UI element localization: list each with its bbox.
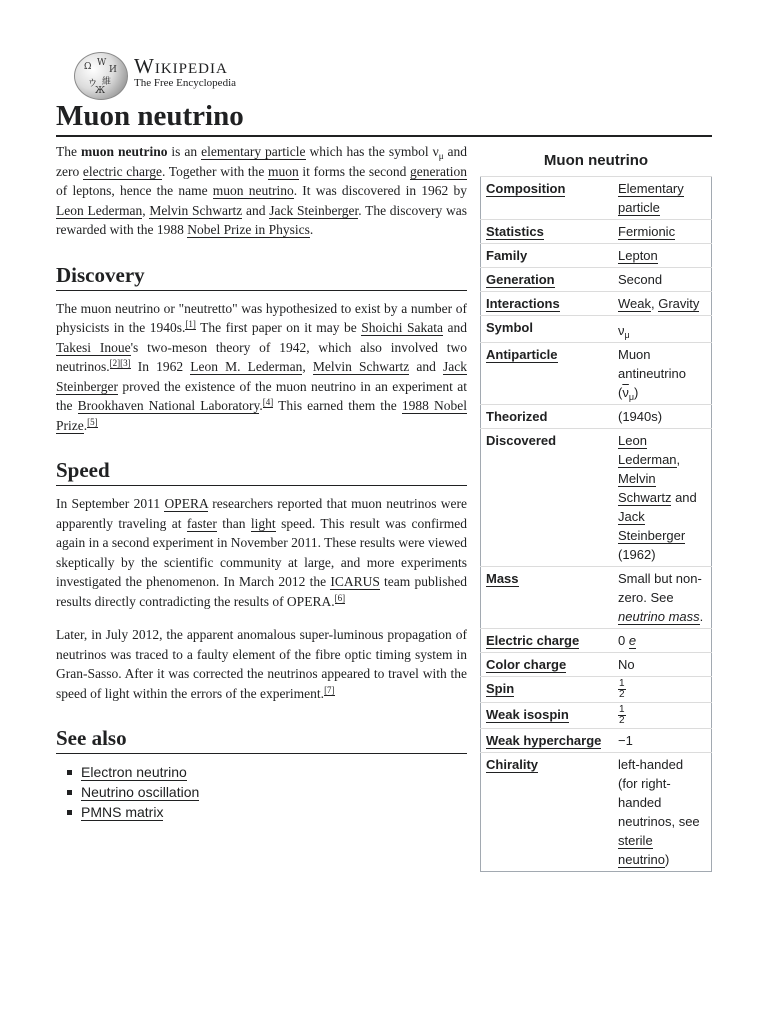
- symbol-nu: ν: [618, 323, 625, 338]
- link-elementary-particle-ib[interactable]: Elementary particle: [618, 181, 684, 215]
- table-row: Antiparticle Muon antineutrino $(\overline{\nu}_\mu)$: [481, 343, 712, 405]
- value-generation: Second: [618, 272, 663, 287]
- link-fermionic[interactable]: Fermionic: [618, 224, 676, 239]
- label-symbol: Symbol: [486, 320, 533, 335]
- intro-paragraph: The muon neutrino is an elementary particle which has the symbol $\nu_\mu$ and zero electric charge. Together with the muon it forms the second generation of leptons, hence the name muon neutrino. It was discovered in 1962 by Leon Lederman, Melvin Schwartz and Jack Steinberger. The discovery was rewarded with the 1988 Nobel Prize in Physics.: [56, 144, 468, 237]
- ref-4[interactable]: [4]: [262, 397, 274, 407]
- link-spin[interactable]: Spin: [486, 681, 515, 696]
- ref-1[interactable]: [1]: [185, 319, 196, 329]
- link-elementary-particle[interactable]: elementary particle: [201, 144, 306, 159]
- link-composition[interactable]: Composition: [486, 181, 566, 196]
- ref-5[interactable]: [5]: [87, 416, 98, 427]
- table-row: Electric charge 0 e: [481, 629, 712, 653]
- link-weak[interactable]: Weak: [618, 296, 651, 311]
- link-jack-steinberger[interactable]: Jack Steinberger: [269, 202, 359, 218]
- link-jack-steinberger-ib[interactable]: Jack Steinberger: [618, 509, 686, 543]
- wikipedia-tagline: The Free Encyclopedia: [134, 77, 237, 89]
- table-row: Symbol $\nu_\mu$: [481, 316, 712, 343]
- article-body: [56, 142, 467, 822]
- link-sterile-neutrino[interactable]: sterile neutrino: [618, 833, 665, 868]
- link-generation-ib[interactable]: Generation: [486, 272, 555, 287]
- isospin-fraction: $\frac{1}{2}$: [619, 704, 625, 727]
- value-theorized: (1940s): [618, 409, 663, 424]
- table-row: [481, 220, 712, 244]
- ref-3[interactable]: [3]: [120, 358, 131, 368]
- ref-7[interactable]: [7]: [324, 684, 335, 695]
- table-row: Discovered Leon Lederman, Melvin Schwartz and Jack Steinberger (1962): [481, 429, 712, 567]
- link-melvin-schwartz-2[interactable]: Melvin Schwartz: [312, 359, 410, 374]
- value-weak-hypercharge: −1: [618, 733, 633, 749]
- link-interactions[interactable]: Interactions: [486, 296, 560, 311]
- table-row: Chirality left-handed (for right-handed neutrinos, see sterile neutrino): [481, 753, 712, 872]
- speed-paragraph-2: Later, in July 2012, the apparent anomalous super-luminous propagation of neutrinos was traced to a faulty element of the fibre optic timing system in Gran-Sasso. After it was corrected the neutrinos appeared to travel with the speed of light within the errors of the experiment.[7]: [56, 627, 467, 701]
- infobox: [480, 150, 712, 872]
- link-icarus[interactable]: ICARUS: [330, 574, 380, 589]
- link-takesi-inoue[interactable]: Takesi Inoue: [56, 339, 131, 355]
- table-row: [481, 244, 712, 268]
- link-elementary-charge[interactable]: e: [628, 633, 637, 648]
- label-discovered: Discovered: [486, 433, 557, 448]
- link-1988-nobel-prize[interactable]: 1988 Nobel Prize: [56, 398, 467, 433]
- table-row: [481, 653, 712, 677]
- link-antiparticle[interactable]: Antiparticle: [486, 347, 558, 362]
- ref-6[interactable]: [6]: [334, 592, 346, 603]
- table-row: [481, 677, 712, 703]
- link-brookhaven[interactable]: Brookhaven National Laboratory: [77, 398, 260, 413]
- wikipedia-globe-icon: Ω W И ウ 維 Ж: [74, 52, 128, 100]
- page-title: Muon neutrino: [56, 98, 712, 137]
- discovery-paragraph: The muon neutrino or "neutretto" was hypothesized to exist by a number of physicists in the 1940s.[1] The first paper on it may be Shoichi Sakata and Takesi Inoue's two-meson theory of 1942, which also involved two neutrinos.[2][3] In 1962 Leon M. Lederman, Melvin Schwartz and Jack Steinberger proved the existence of the muon neutrino in an experiment at the Brookhaven National Laboratory.[4] This earned them the 1988 Nobel Prize.[5]: [56, 300, 468, 433]
- link-chirality[interactable]: Chirality: [486, 757, 539, 773]
- infobox-title: Muon neutrino: [543, 152, 649, 169]
- table-row: Interactions Weak, Gravity: [481, 292, 712, 316]
- ref-2[interactable]: [2]: [109, 358, 121, 368]
- link-lepton[interactable]: Lepton: [618, 248, 658, 263]
- link-muon[interactable]: muon: [268, 163, 299, 179]
- spin-fraction: $\frac{1}{2}$: [619, 678, 625, 701]
- link-jack-steinberger-2[interactable]: Jack Steinberger: [56, 359, 468, 394]
- intro-bold-term: muon neutrino: [80, 144, 168, 159]
- heading-see-also: See also: [56, 725, 467, 754]
- link-electron-neutrino[interactable]: Electron neutrino: [81, 764, 187, 780]
- link-shoichi-sakata[interactable]: Shoichi Sakata: [361, 320, 443, 335]
- link-muon-neutrino[interactable]: muon neutrino: [212, 183, 294, 198]
- link-weak-isospin[interactable]: Weak isospin: [486, 707, 569, 723]
- link-statistics[interactable]: Statistics: [486, 224, 544, 239]
- link-generation[interactable]: generation: [410, 163, 467, 179]
- list-item: [66, 762, 467, 782]
- link-neutrino-oscillation[interactable]: Neutrino oscillation: [81, 784, 200, 800]
- label-family: Family: [486, 248, 528, 263]
- table-row: [481, 268, 712, 292]
- list-item: [66, 802, 467, 822]
- heading-speed: Speed: [56, 457, 467, 486]
- table-row: Mass Small but non-zero. See neutrino mass.: [481, 567, 712, 629]
- link-leon-lederman[interactable]: Leon Lederman: [56, 202, 143, 218]
- link-electric-charge-ib[interactable]: Electric charge: [486, 633, 580, 648]
- link-electric-charge[interactable]: electric charge: [82, 163, 162, 179]
- link-melvin-schwartz[interactable]: Melvin Schwartz: [149, 202, 243, 218]
- antineutrino-symbol: $\overline{\nu}$: [622, 385, 629, 400]
- link-color-charge[interactable]: Color charge: [486, 657, 567, 672]
- link-leon-m-lederman[interactable]: Leon M. Lederman: [190, 359, 303, 374]
- link-melvin-schwartz-ib[interactable]: Melvin Schwartz: [618, 471, 672, 505]
- table-row: [481, 729, 712, 753]
- link-faster[interactable]: faster: [186, 515, 217, 531]
- wikipedia-wordmark: Wikipedia: [134, 54, 228, 78]
- heading-discovery: Discovery: [56, 262, 467, 291]
- table-row: [481, 703, 712, 729]
- link-mass[interactable]: Mass: [486, 571, 519, 586]
- link-neutrino-mass[interactable]: neutrino mass: [618, 609, 700, 624]
- link-opera[interactable]: OPERA: [164, 496, 208, 511]
- link-nobel-prize-physics[interactable]: Nobel Prize in Physics: [187, 222, 310, 237]
- table-row: [481, 177, 712, 220]
- link-leon-lederman-ib[interactable]: Leon Lederman: [618, 433, 677, 467]
- link-light[interactable]: light: [250, 515, 276, 531]
- link-gravity[interactable]: Gravity: [658, 296, 700, 311]
- link-pmns-matrix[interactable]: PMNS matrix: [81, 804, 164, 820]
- value-color-charge: No: [618, 657, 635, 672]
- infobox-table: [480, 176, 712, 872]
- see-also-list: [56, 762, 467, 822]
- speed-paragraph-1: In September 2011 OPERA researchers reported that muon neutrinos were apparently traveling at faster than light speed. This result was confirmed again in a second experiment in November 2011. These results were viewed skeptically by the scientific community at large, and more experiments investigated the phenomenon. In March 2012 the ICARUS team published results directly contradicting the results of OPERA.[6]: [56, 496, 468, 609]
- list-item: [66, 782, 467, 802]
- table-row: [481, 405, 712, 429]
- label-theorized: Theorized: [486, 409, 548, 424]
- link-weak-hypercharge[interactable]: Weak hypercharge: [486, 733, 602, 749]
